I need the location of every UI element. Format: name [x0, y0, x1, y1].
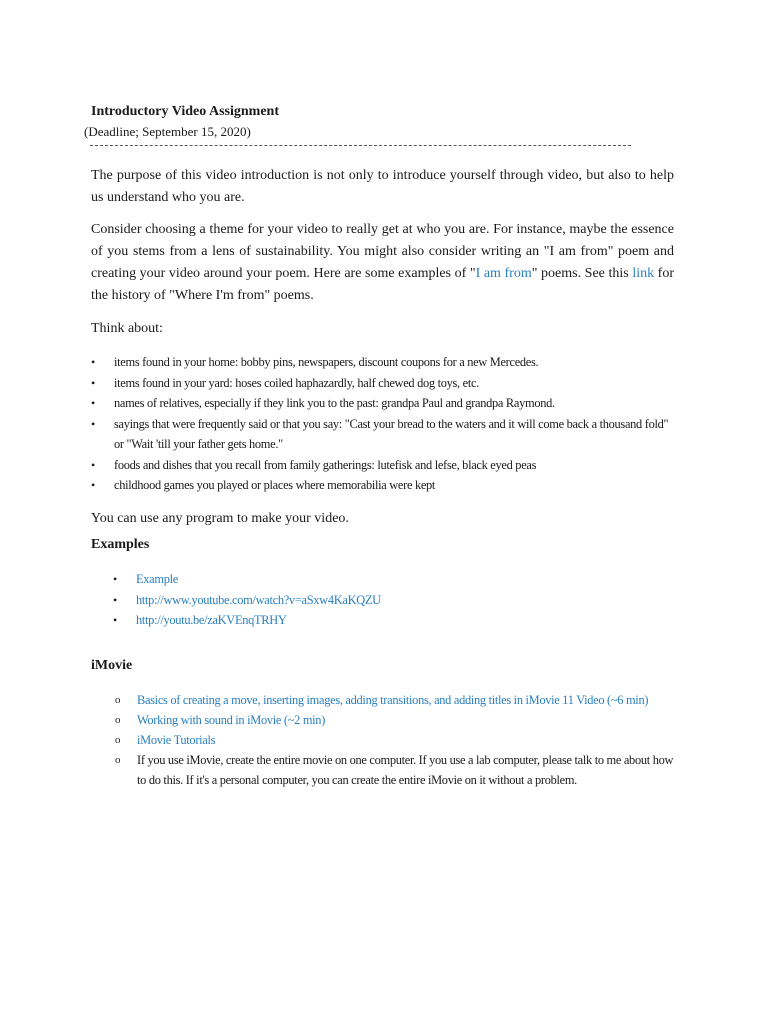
youtu-be-link[interactable]: http://youtu.be/zaKVEnqTRHY [136, 613, 287, 627]
imovie-note: If you use iMovie, create the entire movie on one computer. If you use a lab computer, please talk to me about how to do this. If it's a personal computer, you can create the entire iMovie on it without a problem. [137, 753, 674, 787]
list-item: • childhood games you played or places where memorabilia were kept [91, 475, 674, 496]
imovie-sound-link[interactable]: Working with sound in iMovie (~2 min) [137, 713, 326, 727]
list-item [115, 690, 675, 710]
bullet-icon: • [113, 572, 117, 586]
theme-paragraph [91, 219, 674, 307]
bullet-icon: • [91, 478, 95, 492]
list-item: • items found in your yard: hoses coiled haphazardly, half chewed dog toys, etc. [91, 373, 674, 394]
bullet-icon: • [113, 613, 117, 627]
list-item [115, 730, 675, 750]
theme-text-1: Consider choosing a theme for your video to really get at who you are. For instance, maybe the essence of you stems from a lens of sustainability. You might also consider writing an "I am from" poem and creating your video around your poem. Here are some examples of " [91, 222, 674, 281]
list-item: • names of relatives, especially if they link you to the past: grandpa Paul and grandpa Raymond. [91, 393, 674, 414]
circle-bullet-icon: o [115, 754, 121, 766]
youtube-link[interactable]: http://www.youtube.com/watch?v=aSxw4KaKQZU [136, 592, 381, 607]
list-item [113, 569, 673, 590]
list-item [113, 610, 673, 631]
i-am-from-link[interactable]: I am from [475, 266, 532, 281]
bullet-icon: • [113, 592, 117, 607]
list-item [115, 750, 675, 790]
bullet-icon: • [91, 375, 95, 390]
bullet-icon: • [91, 416, 95, 431]
page-title: Introductory Video Assignment [91, 104, 279, 119]
circle-bullet-icon: o [115, 714, 121, 726]
imovie-heading: iMovie [91, 658, 133, 673]
history-link[interactable]: link [632, 266, 655, 281]
imovie-basics-link[interactable]: Basics of creating a move, inserting images, adding transitions, and adding titles in iMovie 11 Video (~6 min) [137, 693, 649, 707]
imovie-tutorials-link[interactable]: iMovie Tutorials [137, 733, 216, 747]
list-item: • items found in your home: bobby pins, newspapers, discount coupons for a new Mercedes. [91, 352, 674, 373]
examples-heading: Examples [91, 537, 150, 552]
examples-list [113, 569, 673, 631]
bullet-icon: • [91, 355, 95, 369]
theme-text-2: " poems. See this [531, 266, 633, 281]
think-about-list [91, 352, 674, 496]
bullet-icon: • [91, 457, 95, 472]
imovie-list [115, 690, 675, 790]
list-item: • sayings that were frequently said or that you say: "Cast your bread to the waters and it will come back a thousand fold" or "Wait 'till your father gets home." [91, 414, 674, 455]
deadline-note: (Deadline; September 15, 2020) [84, 124, 251, 139]
list-item [113, 590, 673, 611]
theme-text-3: for the history of "Where I'm from" poems. [91, 266, 675, 303]
bullet-icon: • [91, 396, 95, 410]
example-link[interactable]: Example [136, 572, 178, 586]
list-item: • foods and dishes that you recall from family gatherings: lutefisk and lefse, black eyed peas [91, 455, 674, 476]
dashed-divider [90, 145, 631, 146]
list-item [115, 710, 675, 730]
think-about-label: Think about: [91, 321, 163, 336]
circle-bullet-icon: o [115, 734, 121, 746]
program-note: You can use any program to make your video. [91, 511, 349, 526]
circle-bullet-icon: o [115, 694, 121, 706]
intro-paragraph: The purpose of this video introduction is not only to introduce yourself through video, but also to help us understand who you are. [91, 168, 674, 205]
